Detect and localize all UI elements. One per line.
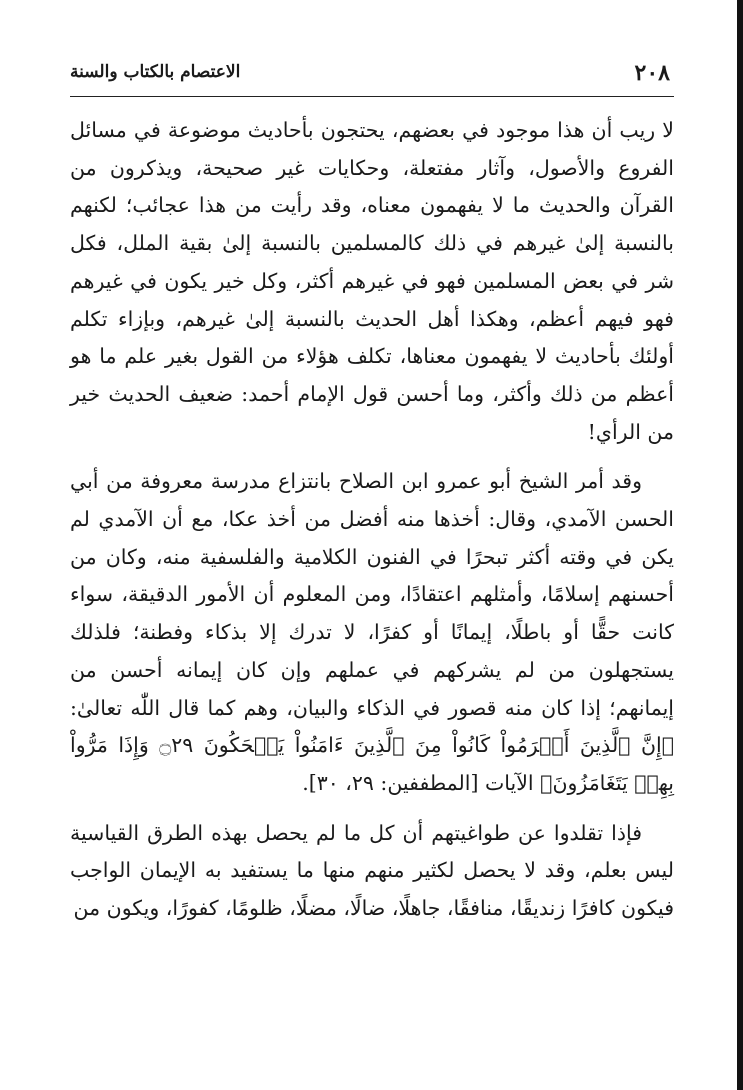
running-title: الاعتصام بالكتاب والسنة bbox=[70, 62, 241, 82]
body-text bbox=[70, 112, 674, 928]
paragraph-3: فإذا تقلدوا عن طواغيتهم أن كل ما لم يحصل بهذه الطرق القياسية ليس بعلم، وقد لا يحصل لكثير منهم منها ما يستفيد به الإيمان الواجب فيكون كافرًا زنديقًا، منافقًا، جاهلًا، ضالًا، مضلًا، ظلومًا، كفورًا، ويكون من bbox=[70, 820, 674, 921]
page-header bbox=[70, 56, 670, 96]
scan-edge bbox=[737, 0, 743, 1090]
paragraph-1: لا ريب أن هذا موجود في بعضهم، يحتجون بأحاديث موضوعة في مسائل الفروع والأصول، وآثار مفتعلة، وحكايات غير صحيحة، ويذكرون من القرآن والحديث ما لا يفهمون معناه، وقد رأيت من هذا عجائب؛ لكنهم بالنسبة إلىٰ غيرهم في ذلك كالمسلمين بالنسبة إلىٰ بقية الملل، فكل شر في بعض المسلمين فهو في غيرهم أكثر، وكل خير يكون في غيرهم فهو فيهم أعظم، وهكذا أهل الحديث بالنسبة إلىٰ غيرهم، وبإزاء تكلم أولئك بأحاديث لا يفهمون معناها، تكلف هؤلاء من القول بغير علم ما هو أعظم من ذلك وأكثر، وما أحسن قول الإمام أحمد: ضعيف الحديث خير من الرأي! bbox=[70, 118, 674, 444]
paragraph-2: وقد أمر الشيخ أبو عمرو ابن الصلاح بانتزاع مدرسة معروفة من أبي الحسن الآمدي، وقال: أخذها منه أفضل من أخذ عكا، مع أن الآمدي لم يكن في وقته أكثر تبحرًا في الفنون الكلامية والفلسفية منه، وكان من أحسنهم إسلامًا، وأمثلهم اعتقادًا، ومن المعلوم أن الأمور الدقيقة، سواء كانت حقًّا أو باطلًا، إيمانًا أو كفرًا، لا تدرك إلا بذكاء وفطنة؛ فلذلك يستجهلون من لم يشركهم في عملهم وإن كان إيمانه أحسن من إيمانهم؛ إذا كان منه قصور في الذكاء والبيان، وهم كما قال اللّٰه تعالىٰ: ﴿إِنَّ ٱلَّذِينَ أَجۡرَمُواْ كَانُواْ مِنَ ٱلَّذِينَ ءَامَنُواْ يَضۡحَكُونَ ۝٢٩ وَإِذَا مَرُّواْ بِهِمۡ يَتَغَامَزُونَ﴾ الآيات [المطففين: ٢٩، ٣٠]. bbox=[70, 469, 674, 795]
header-rule bbox=[70, 96, 674, 97]
page-number: ٢٠٨ bbox=[634, 60, 670, 86]
